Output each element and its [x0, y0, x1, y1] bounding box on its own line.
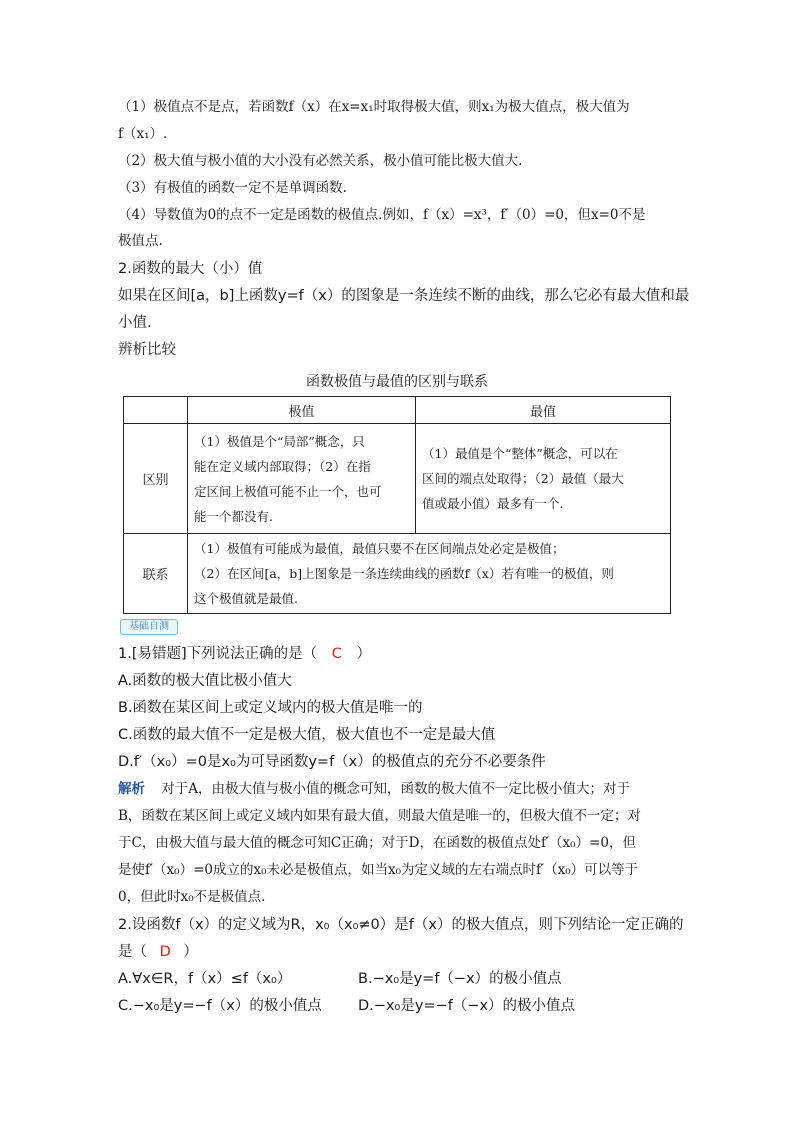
question-stem [118, 943, 198, 961]
option-d: D.−x₀是y=−f（−x）的极小值点 [358, 998, 576, 1014]
note-line: f（x₁）. [118, 126, 168, 142]
table-header-row [124, 397, 671, 424]
analysis-line: 是使f′（x₀）=0成立的x₀未必是极值点，如当x₀为定义域的左右端点时f′（x₀）可以等于 [118, 862, 639, 878]
analysis-text: 对于A，由极大值与极小值的概念可知，函数的极大值不一定比极小值大；对于 [161, 781, 631, 797]
cell-line: 能在定义域内部取得；（2）在指 [194, 458, 371, 474]
cell-line: 值或最小值）最多有一个. [422, 496, 564, 511]
table-row [124, 534, 671, 614]
stem-text: 1.[易错题]下列说法正确的是（ [118, 646, 318, 662]
section-text: 如果在区间[a，b]上函数y=f（x）的图象是一条连续不断的曲线，那么它必有最大值和最 [118, 288, 690, 304]
option-b: B.−x₀是y=f（−x）的极小值点 [358, 971, 562, 987]
section-heading: 2.函数的最大（小）值 [118, 261, 263, 277]
cell-line: 能一个都没有. [194, 508, 273, 524]
analysis-line: 0，但此时x₀不是极值点. [118, 889, 266, 905]
note-line: （1）极值点不是点，若函数f（x）在x=x₁时取得极大值，则x₁为极大值点，极大值为 [118, 99, 630, 115]
option-b: B.函数在某区间上或定义域内的极大值是唯一的 [118, 700, 423, 716]
question-stem: 2.设函数f（x）的定义域为R，x₀（x₀≠0）是f（x）的极大值点，则下列结论一定正确的 [118, 917, 684, 933]
answer-mark: D [159, 944, 171, 960]
row-header: 区别 [124, 424, 188, 534]
analysis-line: 于C，由极大值与最大值的概念可知C正确；对于D，在函数的极值点处f′（x₀）=0，但 [118, 835, 636, 851]
analysis-line [118, 780, 630, 798]
cell-line: 定区间上极值可能不止一个，也可 [194, 483, 382, 499]
table-caption: 函数极值与最值的区别与联系 [306, 374, 488, 390]
table-cell [188, 534, 671, 614]
option-c: C.函数的最大值不一定是极大值，极大值也不一定是最大值 [118, 727, 496, 743]
option-d: D.f′（x₀）=0是x₀为可导函数y=f（x）的极值点的充分不必要条件 [118, 754, 546, 770]
note-line: （4）导数值为0的点不一定是函数的极值点.例如，f（x）=x³，f′（0）=0，但x=0不是 [118, 207, 646, 223]
table-cell [416, 424, 671, 534]
option-a: A.∀x∈R，f（x）≤f（x₀） [118, 971, 292, 987]
table-row [124, 424, 671, 534]
analysis-line: B，函数在某区间上或定义域内如果有最大值，则最大值是唯一的，但极大值不一定；对 [118, 808, 641, 824]
cell-line: （2）在区间[a，b]上图象是一条连续曲线的函数f（x）若有唯一的极值，则 [194, 566, 614, 581]
note-line: （3）有极值的函数一定不是单调函数. [118, 180, 347, 196]
option-c: C.−x₀是y=−f（x）的极小值点 [118, 998, 322, 1014]
section-text: 小值. [118, 315, 152, 331]
cell-line: 这个极值就是最值. [194, 591, 298, 606]
row-header: 联系 [124, 534, 188, 614]
stem-text: ） [183, 944, 198, 960]
compare-heading: 辨析比较 [118, 342, 176, 358]
comparison-table [123, 396, 671, 614]
answer-mark: C [331, 646, 342, 662]
question-stem [118, 645, 371, 663]
table-cell [188, 424, 416, 534]
table-header-cell [124, 397, 188, 424]
note-line: （2）极大值与极小值的大小没有必然关系，极小值可能比极大值大. [118, 153, 523, 169]
cell-line: 区间的端点处取得；（2）最值（最大 [422, 471, 624, 486]
table-header-cell: 极值 [188, 397, 416, 424]
stem-text: ） [356, 646, 371, 662]
cell-line: （1）最值是个“整体”概念，可以在 [422, 446, 618, 461]
analysis-label: 解析 [118, 781, 145, 797]
section-badge: 基础自测 [120, 619, 178, 635]
stem-text: 是（ [118, 944, 147, 960]
option-a: A.函数的极大值比极小值大 [118, 673, 292, 689]
cell-line: （1）极值有可能成为最值，最值只要不在区间端点处必定是极值； [194, 541, 565, 556]
note-line: 极值点. [118, 233, 163, 249]
table-header-cell: 最值 [416, 397, 671, 424]
cell-line: （1）极值是个“局部”概念，只 [194, 433, 365, 449]
